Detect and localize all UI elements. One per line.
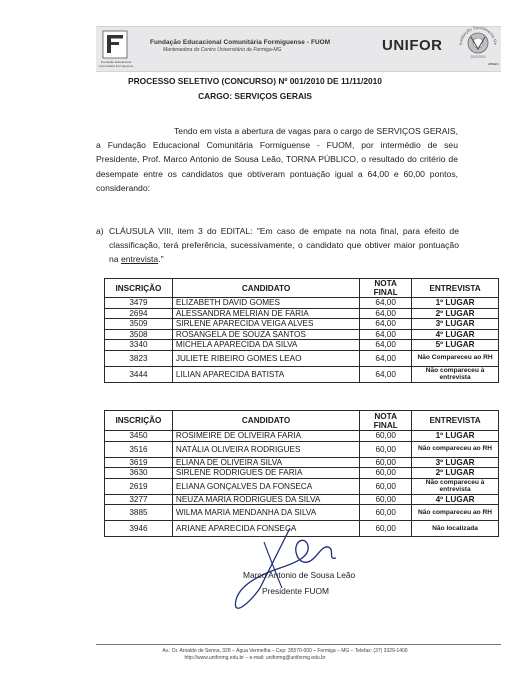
table-row xyxy=(105,319,499,330)
header-entrevista: ENTREVISTA xyxy=(412,279,499,298)
signer-role: Presidente FUOM xyxy=(262,586,330,596)
cell-nota: 60,00 xyxy=(360,478,412,494)
intro-paragraph: Tendo em vista a abertura de vagas para o cargo de SERVIÇOS GERAIS, a Fundação Educacional Comunitária Formiguense - FUOM, por intermédio de seu Presidente, Prof. Marco Antonio de Sousa Leão, TORNA PÚBLICO, o resultado do critério de desempate entre os candidatos que obtiveram pontuação igual a 64,00 e 60,00 pontos, considerando: xyxy=(96,126,458,193)
cell-candidato: SIRLENE RODRIGUES DE FARIA xyxy=(172,468,359,479)
cell-entrevista: 4º LUGAR xyxy=(412,329,499,340)
cell-inscricao: 3619 xyxy=(105,457,173,468)
cell-inscricao: 3444 xyxy=(105,366,173,382)
document-title: PROCESSO SELETIVO (CONCURSO) Nº 001/2010 DE 11/11/2010 xyxy=(128,76,382,86)
cell-inscricao: 2694 xyxy=(105,308,173,319)
cell-candidato: JULIETE RIBEIRO GOMES LEAO xyxy=(172,350,359,366)
cell-candidato: SIRLENE APARECIDA VEIGA ALVES xyxy=(172,319,359,330)
cell-inscricao: 3509 xyxy=(105,319,173,330)
cell-entrevista: Não compareceu ao RH xyxy=(412,505,499,521)
cell-entrevista: Não compareceu à entrevista xyxy=(412,478,499,494)
cell-inscricao: 3630 xyxy=(105,468,173,479)
cell-entrevista: 3º LUGAR xyxy=(412,457,499,468)
unifor-brand: UNIFOR xyxy=(382,37,443,54)
cell-entrevista: 3º LUGAR xyxy=(412,319,499,330)
cell-nota: 60,00 xyxy=(360,457,412,468)
footer-divider xyxy=(96,644,501,645)
cell-inscricao: 3479 xyxy=(105,298,173,309)
cell-nota: 60,00 xyxy=(360,521,412,537)
cell-entrevista: 2º LUGAR xyxy=(412,468,499,479)
table-row xyxy=(105,478,499,494)
cell-candidato: ALESSANDRA MELRIAN DE FARIA xyxy=(172,308,359,319)
footer-address: Av.: Dr. Arnaldo de Senna, 328 – Água Vermelha – Cep: 35570-000 – Formiga – MG – Telefax: (37) 3329-1400 xyxy=(162,648,408,654)
cell-entrevista: Não Compareceu ao RH xyxy=(412,350,499,366)
header-inscricao: INSCRIÇÃO xyxy=(105,411,173,431)
cell-entrevista: 1º LUGAR xyxy=(412,431,499,442)
cell-nota: 64,00 xyxy=(360,329,412,340)
cell-inscricao: 3340 xyxy=(105,340,173,351)
cell-entrevista: Não compareceu ao RH xyxy=(412,441,499,457)
cell-inscricao: 3277 xyxy=(105,494,173,505)
cell-inscricao: 3946 xyxy=(105,521,173,537)
cell-nota: 64,00 xyxy=(360,319,412,330)
header-candidato: CANDIDATO xyxy=(172,279,359,298)
cell-nota: 64,00 xyxy=(360,366,412,382)
cell-candidato: ROSIMEIRE DE OLIVEIRA FARIA xyxy=(172,431,359,442)
table-row xyxy=(105,298,499,309)
table-row xyxy=(105,308,499,319)
table-row xyxy=(105,431,499,442)
cell-nota: 60,00 xyxy=(360,494,412,505)
social-responsibility-seal-icon xyxy=(454,17,502,67)
cell-candidato: ELIANA GONÇALVES DA FONSECA xyxy=(172,478,359,494)
header-entrevista: ENTREVISTA xyxy=(412,411,499,431)
cell-nota: 64,00 xyxy=(360,298,412,309)
cell-entrevista: 4º LUGAR xyxy=(412,494,499,505)
cell-inscricao: 3450 xyxy=(105,431,173,442)
table-row xyxy=(105,441,499,457)
logo-caption: Fundação Educacional Comunitária Formiguense xyxy=(98,60,134,68)
cell-candidato: ROSANGELA DE SOUZA SANTOS xyxy=(172,329,359,340)
signer-name: Marco Antonio de Sousa Leão xyxy=(243,570,356,580)
cell-entrevista: Não localizada xyxy=(412,521,499,537)
cell-inscricao: 2619 xyxy=(105,478,173,494)
table-row xyxy=(105,457,499,468)
cell-nota: 60,00 xyxy=(360,505,412,521)
cell-inscricao: 3823 xyxy=(105,350,173,366)
table-row xyxy=(105,329,499,340)
cell-nota: 64,00 xyxy=(360,350,412,366)
handwritten-signature xyxy=(210,508,350,628)
cell-nota: 60,00 xyxy=(360,468,412,479)
table-row xyxy=(105,340,499,351)
cell-entrevista: Não compareceu à entrevista xyxy=(412,366,499,382)
cell-entrevista: 5º LUGAR xyxy=(412,340,499,351)
document-cargo: CARGO: SERVIÇOS GERAIS xyxy=(198,91,312,101)
table-row xyxy=(105,366,499,382)
cell-candidato: ELIANA DE OLIVEIRA SILVA xyxy=(172,457,359,468)
footer-web: http://www.uniformg.edu.br – e-mail: uniformg@uniformg.edu.br xyxy=(184,655,326,661)
cell-inscricao: 3885 xyxy=(105,505,173,521)
svg-text:ABMES: ABMES xyxy=(488,62,499,66)
cell-nota: 60,00 xyxy=(360,441,412,457)
fuom-logo-icon xyxy=(102,30,128,60)
header-nota-final: NOTA FINAL xyxy=(360,279,412,298)
table-row xyxy=(105,468,499,479)
cell-candidato: ARIANE APARECIDA FONSECA xyxy=(172,521,359,537)
cell-entrevista: 2º LUGAR xyxy=(412,308,499,319)
cell-inscricao: 3508 xyxy=(105,329,173,340)
table-row xyxy=(105,494,499,505)
institution-subtitle: Mantenedora do Centro Universitário de Formiga-MG xyxy=(163,47,282,53)
cell-candidato: MICHELA APARECIDA DA SILVA xyxy=(172,340,359,351)
item-marker: a) xyxy=(96,226,104,236)
item-text: CLÁUSULA VIII, item 3 do EDITAL: "Em caso de empate na nota final, para efeito de classificação, terá preferência, sucessivamente, o candidato que obtiver maior pontuação na entrevista." xyxy=(109,226,459,265)
table-row xyxy=(105,350,499,366)
svg-text:2007/2010: 2007/2010 xyxy=(470,55,486,59)
header-candidato: CANDIDATO xyxy=(172,411,359,431)
cell-entrevista: 1º LUGAR xyxy=(412,298,499,309)
results-table-64 xyxy=(104,278,499,383)
cell-nota: 64,00 xyxy=(360,308,412,319)
cell-nota: 64,00 xyxy=(360,340,412,351)
cell-candidato: LILIAN APARECIDA BATISTA xyxy=(172,366,359,382)
cell-candidato: ELIZABETH DAVID GOMES xyxy=(172,298,359,309)
institution-name: Fundação Educacional Comunitária Formiguense - FUOM xyxy=(150,39,331,46)
cell-inscricao: 3516 xyxy=(105,441,173,457)
header-inscricao: INSCRIÇÃO xyxy=(105,279,173,298)
svg-text:Instituição Socialmente Respon: Instituição Socialmente Re xyxy=(457,24,499,46)
cell-candidato: NATÁLIA OLIVEIRA RODRIGUES xyxy=(172,441,359,457)
header-nota-final: NOTA FINAL xyxy=(360,411,412,431)
cell-candidato: NEUZA MARIA RODRIGUES DA SILVA xyxy=(172,494,359,505)
cell-candidato: WILMA MARIA MENDANHA DA SILVA xyxy=(172,505,359,521)
cell-nota: 60,00 xyxy=(360,431,412,442)
